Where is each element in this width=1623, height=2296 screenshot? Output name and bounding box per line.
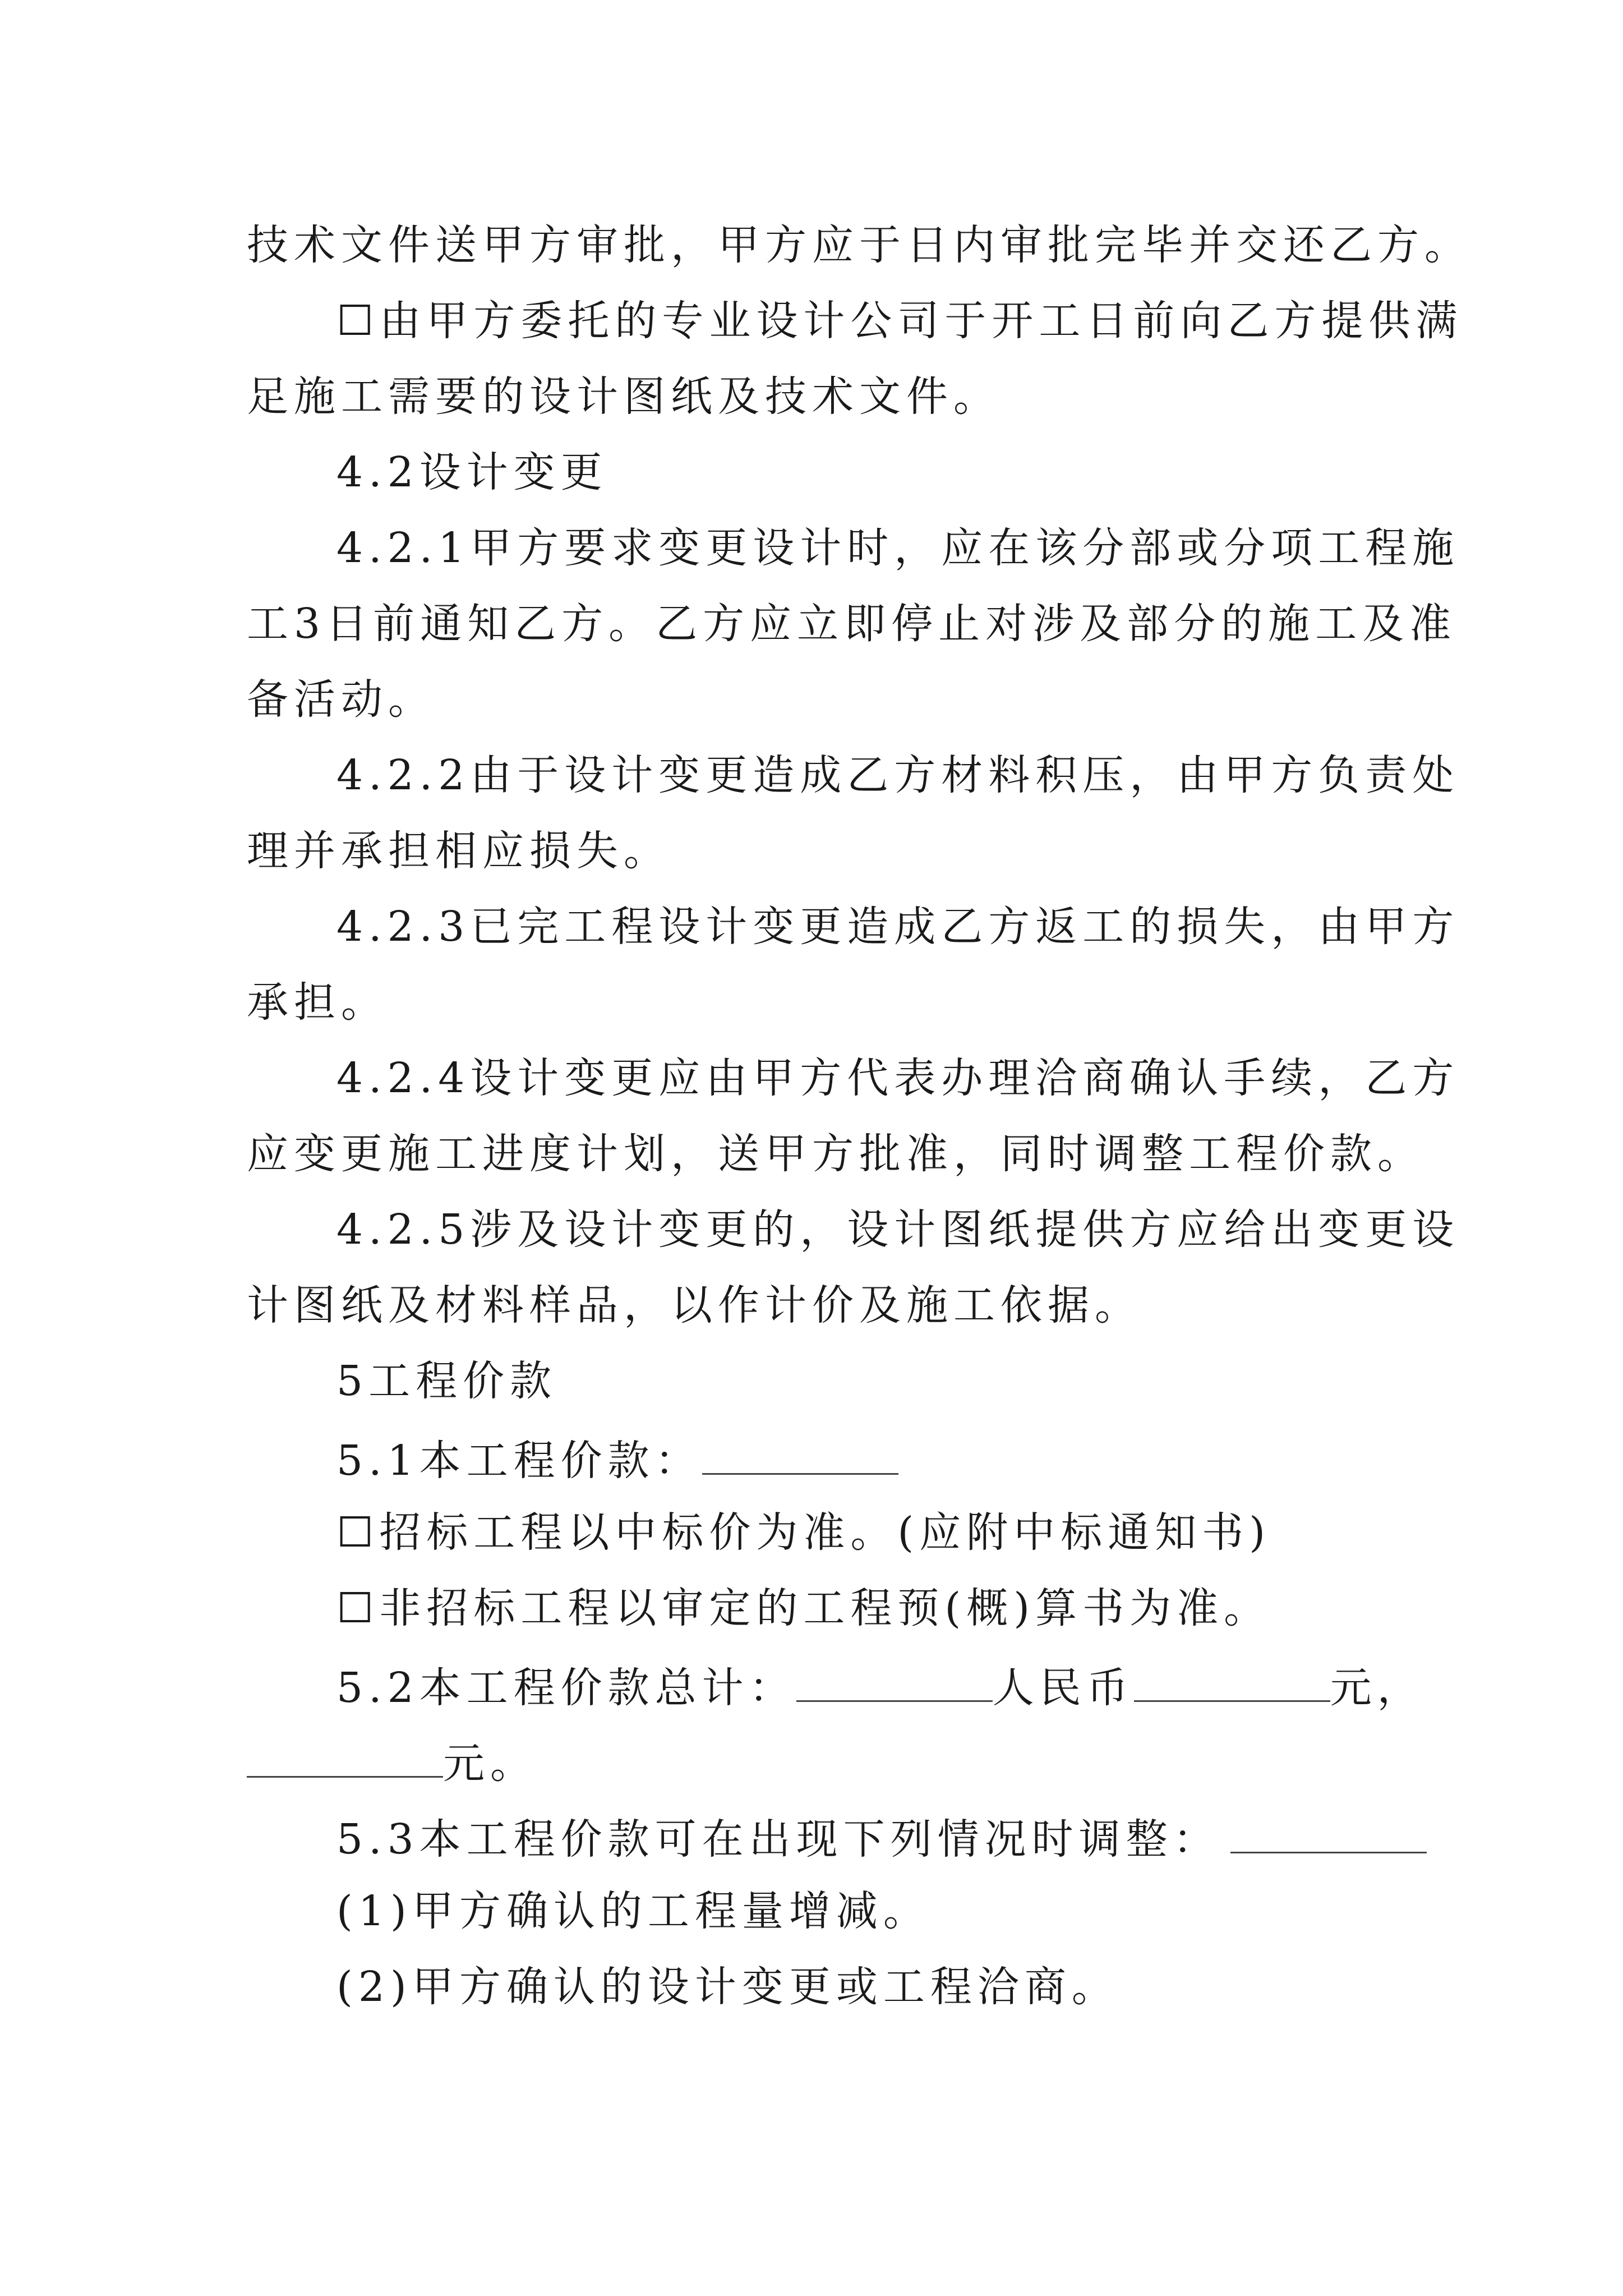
paragraph-line: 足施工需要的设计图纸及技术文件。 xyxy=(247,372,1000,421)
rmb-label: 人民币 xyxy=(992,1664,1134,1712)
paragraph-line: 应变更施工进度计划，送甲方批准，同时调整工程价款。 xyxy=(247,1130,1424,1178)
yuan-label: 元， xyxy=(1330,1664,1424,1712)
paragraph-line: 技术文件送甲方审批，甲方应于日内审批完毕并交还乙方。 xyxy=(247,221,1472,269)
price-label: 5.1本工程价款： xyxy=(336,1437,702,1485)
adjust-blank xyxy=(1230,1815,1427,1853)
paragraph-line: 备活动。 xyxy=(247,675,435,724)
checkbox-option-line: ☐招标工程以中标价为准。(应附中标通知书) xyxy=(336,1508,1271,1557)
list-item: (2)甲方确认的设计变更或工程洽商。 xyxy=(336,1963,1119,2011)
section-heading: 4.2设计变更 xyxy=(336,448,608,496)
paragraph-line: 计图纸及材料样品，以作计价及施工依据。 xyxy=(247,1281,1142,1329)
paragraph-line: 理并承担相应损失。 xyxy=(247,827,671,875)
price-line xyxy=(336,1436,898,1485)
clause-line: 4.2.2由于设计变更造成乙方材料积压，由甲方负责处 xyxy=(336,751,1460,799)
rmb-blank xyxy=(1134,1663,1330,1702)
checkbox-option-line: ☐非招标工程以审定的工程预(概)算书为准。 xyxy=(336,1584,1271,1632)
checkbox-option-line: ☐由甲方委托的专业设计公司于开工日前向乙方提供满 xyxy=(336,297,1463,345)
price-blank xyxy=(702,1436,898,1475)
clause-line: 4.2.3已完工程设计变更造成乙方返工的损失，由甲方 xyxy=(336,903,1460,951)
clause-line: 4.2.5涉及设计变更的，设计图纸提供方应给出变更设 xyxy=(336,1205,1460,1254)
yuan-end-label: 元。 xyxy=(443,1740,537,1788)
list-item: (1)甲方确认的工程量增减。 xyxy=(336,1887,930,1935)
paragraph-line: 承担。 xyxy=(247,978,388,1027)
total-line xyxy=(336,1663,1424,1712)
total-cont-blank xyxy=(247,1739,443,1778)
adjust-line xyxy=(336,1815,1427,1864)
total-continuation-line xyxy=(247,1739,537,1788)
total-label: 5.2本工程价款总计： xyxy=(336,1664,796,1712)
clause-line: 4.2.1甲方要求变更设计时，应在该分部或分项工程施 xyxy=(336,524,1460,572)
paragraph-line: 工3日前通知乙方。乙方应立即停止对涉及部分的施工及准 xyxy=(247,600,1457,648)
adjust-label: 5.3本工程价款可在出现下列情况时调整： xyxy=(336,1815,1220,1864)
total-blank xyxy=(796,1663,993,1702)
clause-line: 4.2.4设计变更应由甲方代表办理洽商确认手续，乙方 xyxy=(336,1054,1460,1102)
section-heading: 5工程价款 xyxy=(336,1357,557,1405)
